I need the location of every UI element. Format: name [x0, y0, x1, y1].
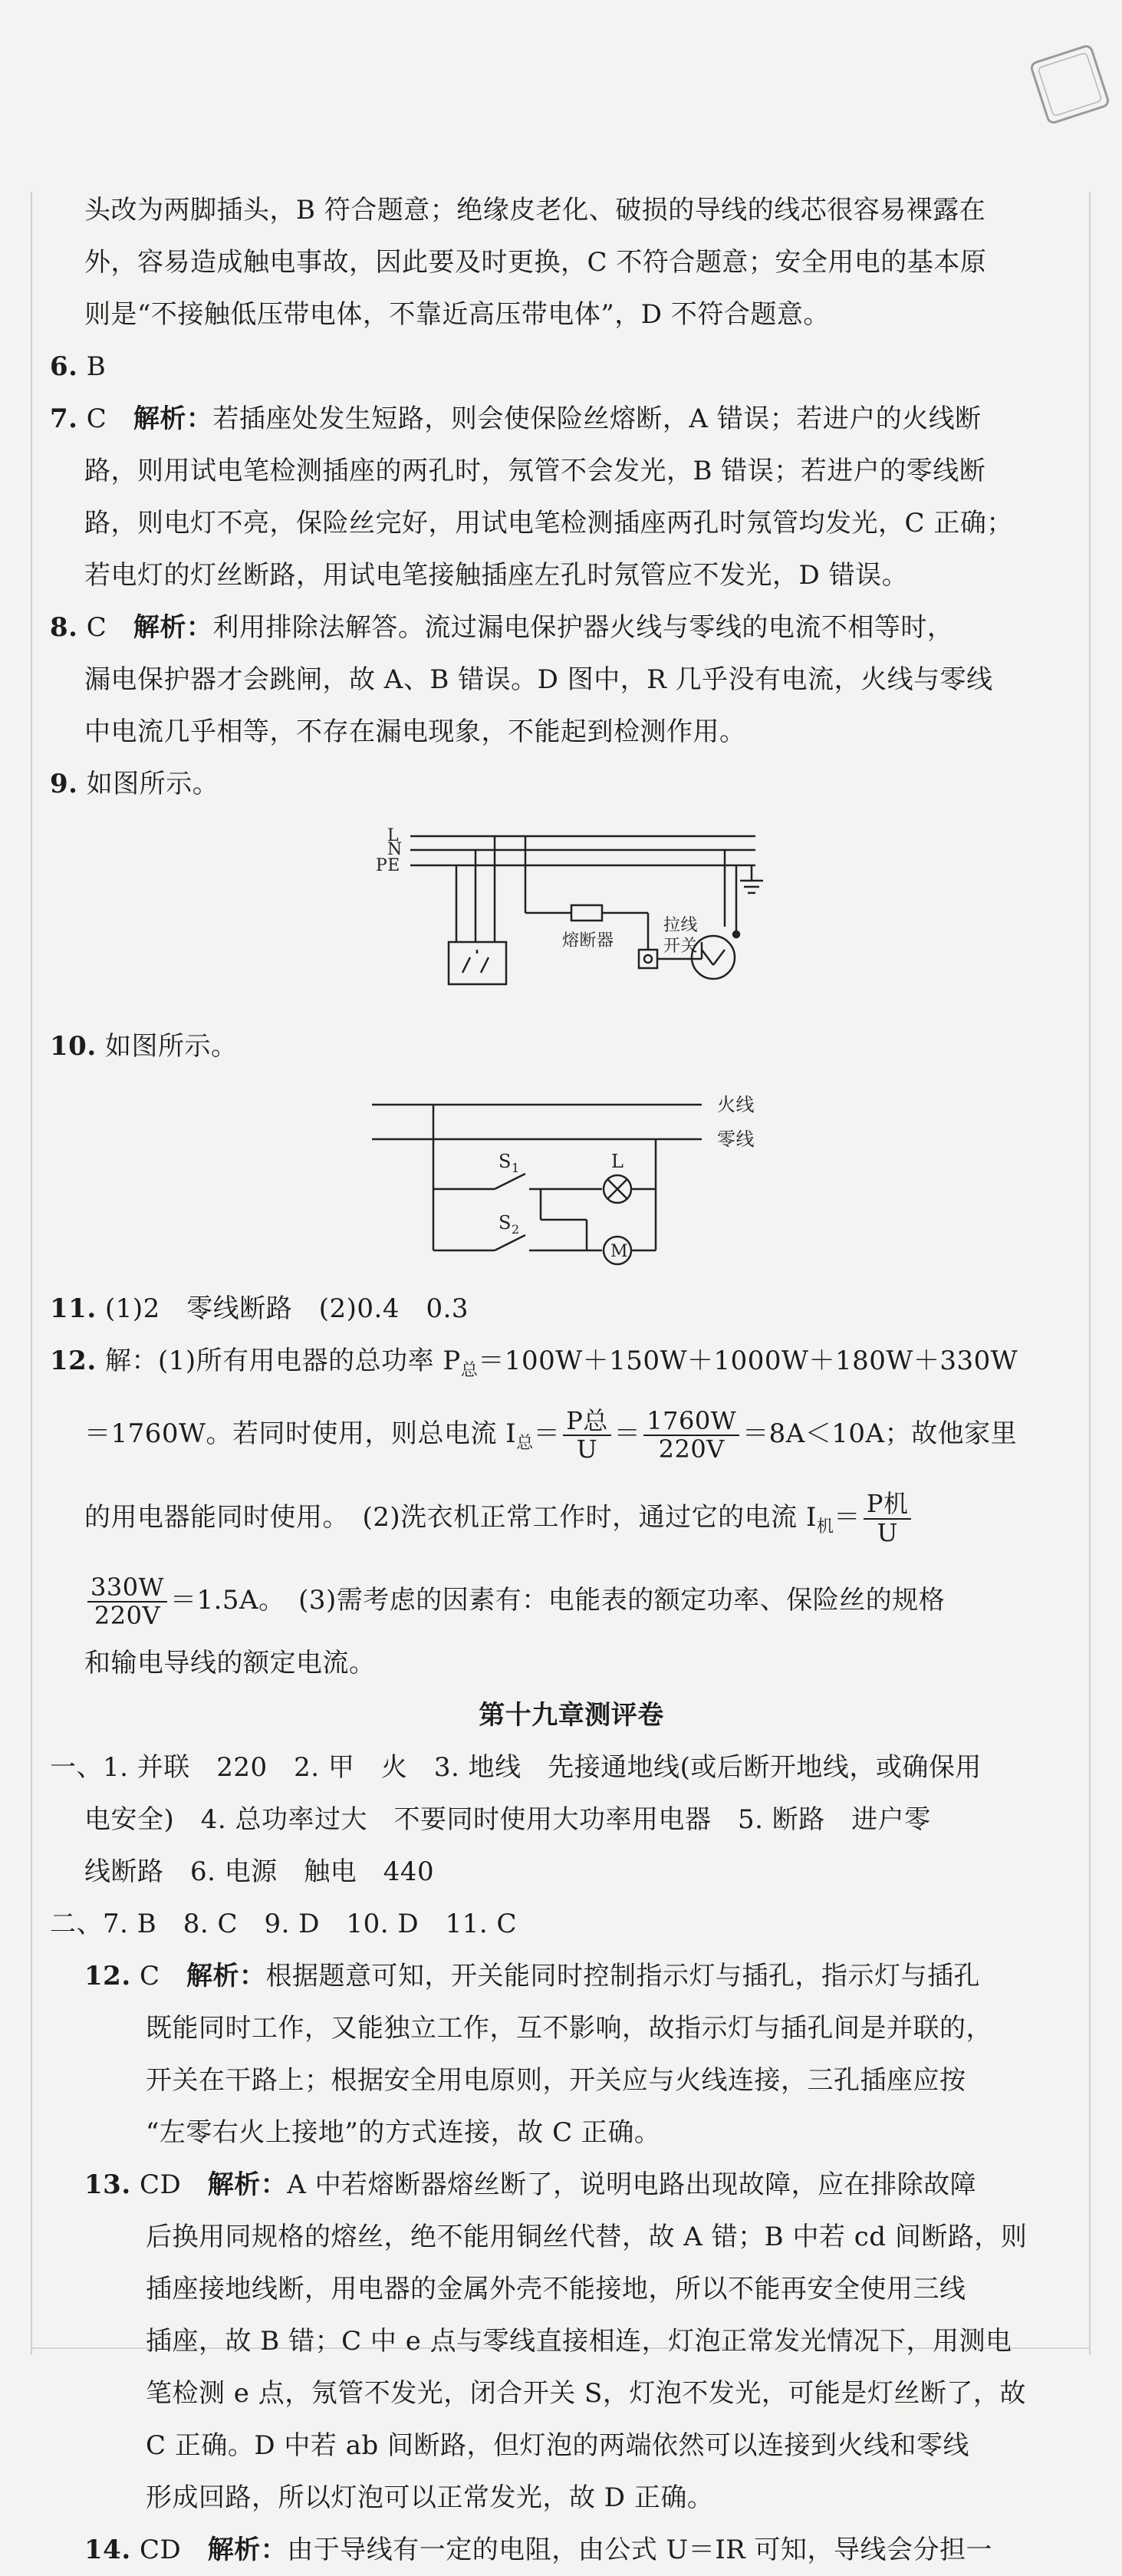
answer-content	[50, 184, 1093, 2576]
q13-line: 后换用同规格的熔丝，绝不能用铜丝代替，故 A 错；B 中若 cd 间断路，则	[146, 2222, 1028, 2253]
q8-line: 漏电保护器才会跳闸，故 A、B 错误。D 图中，R 几乎没有电流，火线与零线	[84, 664, 993, 695]
part-1-line: 一、1. 并联 220 2. 甲 火 3. 地线 先接通地线(或后断开地线，或确保用	[50, 1752, 982, 1784]
chapter-title: 第十九章测评卷	[479, 1700, 664, 1731]
q12b-line: “左零右火上接地”的方式连接，故 C 正确。	[146, 2117, 661, 2149]
q12b-line: 开关在干路上；根据安全用电原则，开关应与火线连接，三孔插座应按	[146, 2065, 966, 2097]
q12-line-3: 的用电器能同时使用。 (2)洗衣机正常工作时，通过它的电流 $I_机=$ $\frac{\text{P机}}{U}$	[50, 1481, 1093, 1564]
label-switch-2: 开关	[663, 937, 699, 956]
q8-line: 中电流几乎相等，不存在漏电现象，不能起到检测作用。	[84, 716, 746, 747]
q13-line: 插座，故 B 错；C 中 e 点与零线直接相连，灯泡正常发光情况下，用测电	[146, 2326, 1012, 2357]
label-live-wire: 火线	[717, 1094, 755, 1115]
q13-line: 插座接地线断，用电器的金属外壳不能接地，所以不能再安全使用三线	[146, 2274, 966, 2305]
q12-line-4: $\frac{330W}{220V}$ ＝1.5A。 (3)需考虑的因素有：电能表的额定功率、保险丝的规格	[50, 1563, 1093, 1637]
part-2-line: 二、7. B 8. C 9. D 10. D 11. C	[50, 1909, 518, 1940]
question-8: 8. C 解析：利用排除法解答。流过漏电保护器火线与零线的电流不相等时，	[50, 612, 954, 643]
continued-line: 外，容易造成触电事故，因此要及时更换，C 不符合题意；安全用电的基本原	[84, 247, 987, 278]
fraction-p-over-u: $\frac{\text{P总}}{U}$	[563, 1408, 611, 1463]
label-PE: PE	[376, 856, 400, 875]
question-7: 7. C 解析：若插座处发生短路，则会使保险丝熔断，A 错误；若进户的火线断	[50, 404, 982, 434]
question-12b: 12. C 解析：根据题意可知，开关能同时控制指示灯与插孔，指示灯与插孔	[84, 1961, 980, 1992]
label-motor: M	[610, 1242, 629, 1261]
q7-line: 路，则电灯不亮，保险丝完好，用试电笔检测插座两孔时氖管均发光，C 正确；	[84, 508, 1013, 539]
q13-line: C 正确。D 中若 ab 间断路，但灯泡的两端依然可以连接到火线和零线	[146, 2430, 970, 2462]
q12-line-2: ＝1760W。若同时使用，则总电流 $I_总=$ $\frac{\text{P总}}{U}$ ＝ $\frac{1760W}{220V}$ ＝8A＜10A；故他家里	[84, 1405, 1018, 1464]
figure-9-circuit	[50, 819, 1078, 1011]
label-fuse: 熔断器	[562, 931, 614, 950]
question-9: 9. 如图所示。	[50, 769, 219, 799]
stamp-logo	[1028, 42, 1112, 127]
question-14: 14. CD 解析：由于导线有一定的电阻，由公式 U＝IR 可知，导线会分担一	[84, 2535, 993, 2566]
label-N: N	[387, 840, 403, 859]
part-1-line: 线断路 6. 电源 触电 440	[84, 1856, 435, 1888]
continued-line: 则是“不接触低压带电体，不靠近高压带电体”，D 不符合题意。	[84, 299, 830, 330]
question-6: 6. B	[50, 351, 107, 382]
label-lamp: L	[611, 1151, 624, 1172]
q13-line: 笔检测 e 点，氖管不发光，闭合开关 S，灯泡不发光，可能是灯丝断了，故	[146, 2378, 1026, 2410]
q12-line-5: 和输电导线的额定电流。	[84, 1648, 376, 1679]
question-13: 13. CD 解析：A 中若熔断器熔丝断了，说明电路出现故障，应在排除故障	[84, 2169, 977, 2201]
question-10: 10. 如图所示。	[50, 1031, 238, 1062]
label-L: L	[387, 826, 400, 845]
label-s2: $S_2$	[498, 1212, 520, 1237]
continued-line: 头改为两脚插头，B 符合题意；绝缘皮老化、破损的导线的线芯很容易裸露在	[84, 195, 986, 226]
fraction-330-over-220: $\frac{330W}{220V}$	[87, 1574, 167, 1629]
label-neutral-wire: 零线	[717, 1128, 755, 1150]
label-s1: $S_1$	[498, 1151, 520, 1175]
q12b-line: 既能同时工作，又能独立工作，互不影响，故指示灯与插孔间是并联的，	[146, 2013, 992, 2044]
question-12: 12. 解：(1)所有用电器的总功率 $P_总=100W+150W+1000W+180W+330W$	[50, 1346, 1018, 1380]
q7-line: 若电灯的灯丝断路，用试电笔接触插座左孔时氖管应不发光，D 错误。	[84, 560, 909, 591]
figure-10-circuit	[50, 1082, 1078, 1273]
part-1-line: 电安全) 4. 总功率过大 不要同时使用大功率用电器 5. 断路 进户零	[84, 1804, 931, 1836]
label-switch-1: 拉线	[663, 916, 699, 935]
q7-line: 路，则用试电笔检测插座的两孔时，氖管不会发光，B 错误；若进户的零线断	[84, 456, 986, 486]
left-margin-line	[31, 192, 32, 2355]
fraction-1760-over-220: $\frac{1760W}{220V}$	[643, 1408, 739, 1463]
q13-line: 形成回路，所以灯泡可以正常发光，故 D 正确。	[146, 2482, 714, 2514]
fraction-pwasher-over-u: $\frac{\text{P机}}{U}$	[864, 1491, 912, 1546]
question-11: 11. (1)2 零线断路 (2)0.4 0.3	[50, 1293, 469, 1324]
